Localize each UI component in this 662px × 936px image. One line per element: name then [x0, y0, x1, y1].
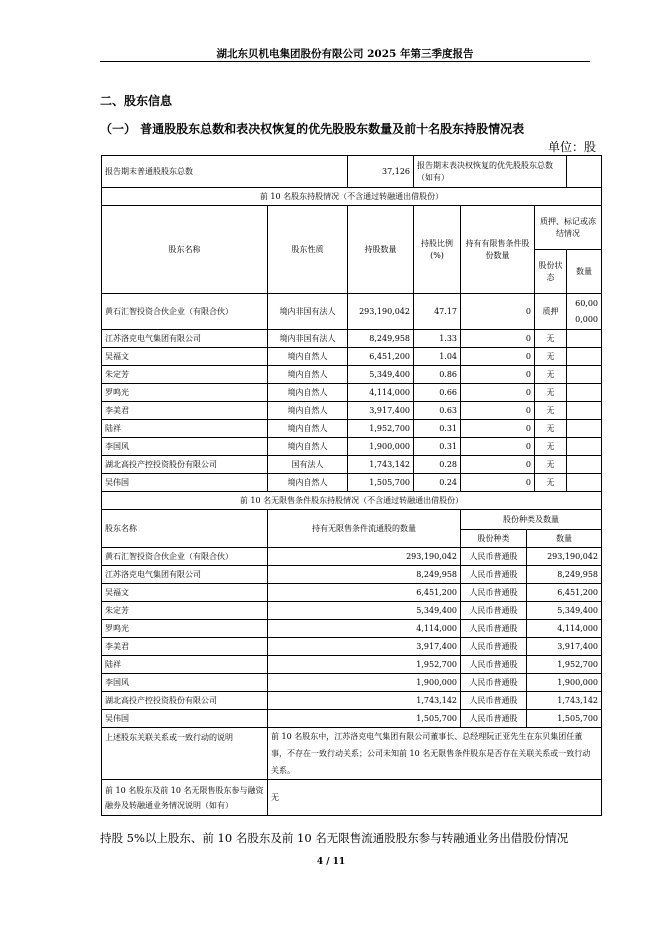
pledge-quantity	[567, 366, 602, 384]
unrestricted-shareholders-table	[101, 509, 602, 816]
shareholder-nature: 境内自然人	[268, 348, 348, 366]
holder-name: 李国风	[102, 674, 268, 692]
pledge-quantity: 60,000,000	[567, 294, 602, 330]
shareholder-name: 李美君	[102, 402, 268, 420]
unrestricted-qty: 6,451,200	[268, 584, 461, 602]
total-preferred-label: 报告期末表决权恢复的优先股股东总数（如有）	[414, 156, 567, 188]
pledge-status: 无	[535, 366, 567, 384]
shareholder-nature: 境内自然人	[268, 402, 348, 420]
shares-held: 1,952,700	[348, 420, 414, 438]
share-type: 人民币普通股	[461, 656, 527, 674]
shareholder-name: 吴伟国	[102, 474, 268, 492]
pledge-status: 无	[535, 402, 567, 420]
col2-header-name: 股东名称	[102, 510, 268, 548]
page-number: 4 / 11	[316, 857, 346, 867]
pledge-quantity	[567, 420, 602, 438]
share-type: 人民币普通股	[461, 620, 527, 638]
share-type: 人民币普通股	[461, 566, 527, 584]
top10-shareholders-table	[101, 155, 602, 510]
table-row	[102, 294, 602, 330]
col-header-nature: 股东性质	[268, 206, 348, 294]
unrestricted-qty: 1,743,142	[268, 692, 461, 710]
restricted-shares: 0	[461, 438, 535, 456]
share-type: 人民币普通股	[461, 548, 527, 566]
restricted-shares: 0	[461, 294, 535, 330]
unrestricted-qty: 4,114,000	[268, 620, 461, 638]
holder-name: 李美君	[102, 638, 268, 656]
col2-header-type-group: 股份种类及数量	[461, 510, 602, 530]
col2-header-type: 股份种类	[461, 530, 527, 548]
shares-held: 6,451,200	[348, 348, 414, 366]
share-amount: 1,952,700	[527, 656, 602, 674]
total-common-label: 报告期末普通股股东总数	[102, 156, 348, 188]
unrestricted-caption: 前 10 名无限售条件股东持股情况（不含通过转融通出借股份）	[102, 492, 602, 510]
col-header-ratio: 持股比例(%)	[414, 206, 461, 294]
shareholder-name: 陆祥	[102, 420, 268, 438]
col-header-shares: 持股数量	[348, 206, 414, 294]
pledge-quantity	[567, 438, 602, 456]
holder-name: 吴伟国	[102, 710, 268, 728]
holding-ratio: 0.63	[414, 402, 461, 420]
shareholder-nature: 境内自然人	[268, 474, 348, 492]
col2-header-qty: 持有无限售条件流通股的数量	[268, 510, 461, 548]
holder-name: 黄石汇智投资合伙企业（有限合伙）	[102, 548, 268, 566]
restricted-shares: 0	[461, 348, 535, 366]
table-row	[102, 692, 602, 710]
holding-ratio: 0.28	[414, 456, 461, 474]
restricted-shares: 0	[461, 384, 535, 402]
holding-ratio: 0.66	[414, 384, 461, 402]
shareholder-nature: 境内自然人	[268, 420, 348, 438]
col2-header-amount: 数量	[527, 530, 602, 548]
section-title: 二、股东信息	[100, 94, 173, 108]
table-row	[102, 548, 602, 566]
restricted-shares: 0	[461, 474, 535, 492]
share-amount: 1,743,142	[527, 692, 602, 710]
unrestricted-qty: 3,917,400	[268, 638, 461, 656]
share-amount: 4,114,000	[527, 620, 602, 638]
share-type: 人民币普通股	[461, 638, 527, 656]
share-amount: 5,349,400	[527, 602, 602, 620]
pledge-quantity	[567, 348, 602, 366]
holder-name: 江苏洛克电气集团有限公司	[102, 566, 268, 584]
shareholder-name: 江苏洛克电气集团有限公司	[102, 330, 268, 348]
unit-label: 单位：股	[548, 140, 597, 154]
relation-label: 上述股东关联关系或一致行动的说明	[102, 728, 268, 780]
table-row	[102, 420, 602, 438]
shareholder-name: 李国风	[102, 438, 268, 456]
pledge-status: 无	[535, 474, 567, 492]
pledge-status: 无	[535, 456, 567, 474]
table-row	[102, 710, 602, 728]
pledge-quantity	[567, 402, 602, 420]
unrestricted-qty: 1,900,000	[268, 674, 461, 692]
shares-held: 8,249,958	[348, 330, 414, 348]
total-common-value: 37,126	[348, 156, 414, 188]
col-header-pledge-status: 股份状态	[535, 250, 567, 294]
holder-name: 陆祥	[102, 656, 268, 674]
shareholder-nature: 境内自然人	[268, 438, 348, 456]
shares-held: 5,349,400	[348, 366, 414, 384]
unrestricted-qty: 8,249,958	[268, 566, 461, 584]
shareholder-name: 罗鸣光	[102, 384, 268, 402]
total-preferred-value	[567, 156, 602, 188]
restricted-shares: 0	[461, 456, 535, 474]
subsection-title: （一） 普通股股东总数和表决权恢复的优先股股东数量及前十名股东持股情况表	[100, 122, 525, 136]
shares-held: 293,190,042	[348, 294, 414, 330]
shares-held: 4,114,000	[348, 384, 414, 402]
unrestricted-qty: 5,349,400	[268, 602, 461, 620]
unrestricted-qty: 293,190,042	[268, 548, 461, 566]
pledge-quantity	[567, 474, 602, 492]
col-header-pledge-group: 质押、标记或冻结情况	[535, 206, 602, 250]
margin-text: 无	[268, 780, 602, 816]
share-type: 人民币普通股	[461, 674, 527, 692]
unrestricted-qty: 1,952,700	[268, 656, 461, 674]
table-row	[102, 438, 602, 456]
share-amount: 293,190,042	[527, 548, 602, 566]
page-header-title: 湖北东贝机电集团股份有限公司 2025 年第三季度报告	[216, 48, 474, 60]
holding-ratio: 0.24	[414, 474, 461, 492]
shares-held: 1,900,000	[348, 438, 414, 456]
pledge-quantity	[567, 384, 602, 402]
table-row	[102, 348, 602, 366]
table-row	[102, 366, 602, 384]
unrestricted-qty: 1,505,700	[268, 710, 461, 728]
holder-name: 罗鸣光	[102, 620, 268, 638]
shareholder-name: 朱定芳	[102, 366, 268, 384]
shareholder-name: 湖北高投产控投资股份有限公司	[102, 456, 268, 474]
table-row	[102, 620, 602, 638]
col-header-pledge-qty: 数量	[567, 250, 602, 294]
table-row	[102, 330, 602, 348]
table-row	[102, 474, 602, 492]
table-row	[102, 674, 602, 692]
table-row	[102, 384, 602, 402]
col-header-restricted: 持有有限售条件股份数量	[461, 206, 535, 294]
pledge-status: 无	[535, 438, 567, 456]
margin-label: 前 10 名股东及前 10 名无限售股东参与融资融券及转融通业务情况说明（如有）	[102, 780, 268, 816]
share-type: 人民币普通股	[461, 710, 527, 728]
table-row	[102, 602, 602, 620]
shareholder-nature: 国有法人	[268, 456, 348, 474]
table-row	[102, 566, 602, 584]
shares-held: 1,743,142	[348, 456, 414, 474]
restricted-shares: 0	[461, 420, 535, 438]
restricted-shares: 0	[461, 366, 535, 384]
table-row	[102, 456, 602, 474]
restricted-shares: 0	[461, 402, 535, 420]
table-row	[102, 402, 602, 420]
pledge-status: 无	[535, 348, 567, 366]
share-type: 人民币普通股	[461, 584, 527, 602]
pledge-quantity	[567, 456, 602, 474]
lending-section-heading: 持股 5%以上股东、前 10 名股东及前 10 名无限售流通股股东参与转融通业务出借股份情况	[100, 831, 569, 845]
share-type: 人民币普通股	[461, 602, 527, 620]
pledge-status: 无	[535, 420, 567, 438]
shareholder-name: 黄石汇智投资合伙企业（有限合伙）	[102, 294, 268, 330]
share-type: 人民币普通股	[461, 692, 527, 710]
holder-name: 湖北高投产控投资股份有限公司	[102, 692, 268, 710]
table-row	[102, 656, 602, 674]
holding-ratio: 47.17	[414, 294, 461, 330]
pledge-quantity	[567, 330, 602, 348]
shareholder-nature: 境内自然人	[268, 384, 348, 402]
shares-held: 1,505,700	[348, 474, 414, 492]
table-row	[102, 638, 602, 656]
share-amount: 8,249,958	[527, 566, 602, 584]
pledge-status: 质押	[535, 294, 567, 330]
holding-ratio: 0.31	[414, 438, 461, 456]
pledge-status: 无	[535, 330, 567, 348]
shareholder-nature: 境内非国有法人	[268, 330, 348, 348]
share-amount: 6,451,200	[527, 584, 602, 602]
share-amount: 1,505,700	[527, 710, 602, 728]
pledge-status: 无	[535, 384, 567, 402]
col-header-name: 股东名称	[102, 206, 268, 294]
holding-ratio: 1.33	[414, 330, 461, 348]
holding-ratio: 0.31	[414, 420, 461, 438]
relation-text: 前 10 名股东中，江苏洛克电气集团有限公司董事长、总经理阮正亚先生在东贝集团任董事，不存在一致行动关系；公司未知前 10 名无限售条件股东是否存在关联关系或一致行动关系。	[268, 728, 602, 780]
holding-ratio: 1.04	[414, 348, 461, 366]
restricted-shares: 0	[461, 330, 535, 348]
share-amount: 1,900,000	[527, 674, 602, 692]
shares-held: 3,917,400	[348, 402, 414, 420]
shareholder-nature: 境内自然人	[268, 366, 348, 384]
top10-caption: 前 10 名股东持股情况（不含通过转融通出借股份）	[102, 188, 602, 206]
shareholder-nature: 境内非国有法人	[268, 294, 348, 330]
shareholder-name: 吴福文	[102, 348, 268, 366]
header-divider	[100, 61, 590, 62]
share-amount: 3,917,400	[527, 638, 602, 656]
holder-name: 朱定芳	[102, 602, 268, 620]
holder-name: 吴福文	[102, 584, 268, 602]
holding-ratio: 0.86	[414, 366, 461, 384]
table-row	[102, 584, 602, 602]
